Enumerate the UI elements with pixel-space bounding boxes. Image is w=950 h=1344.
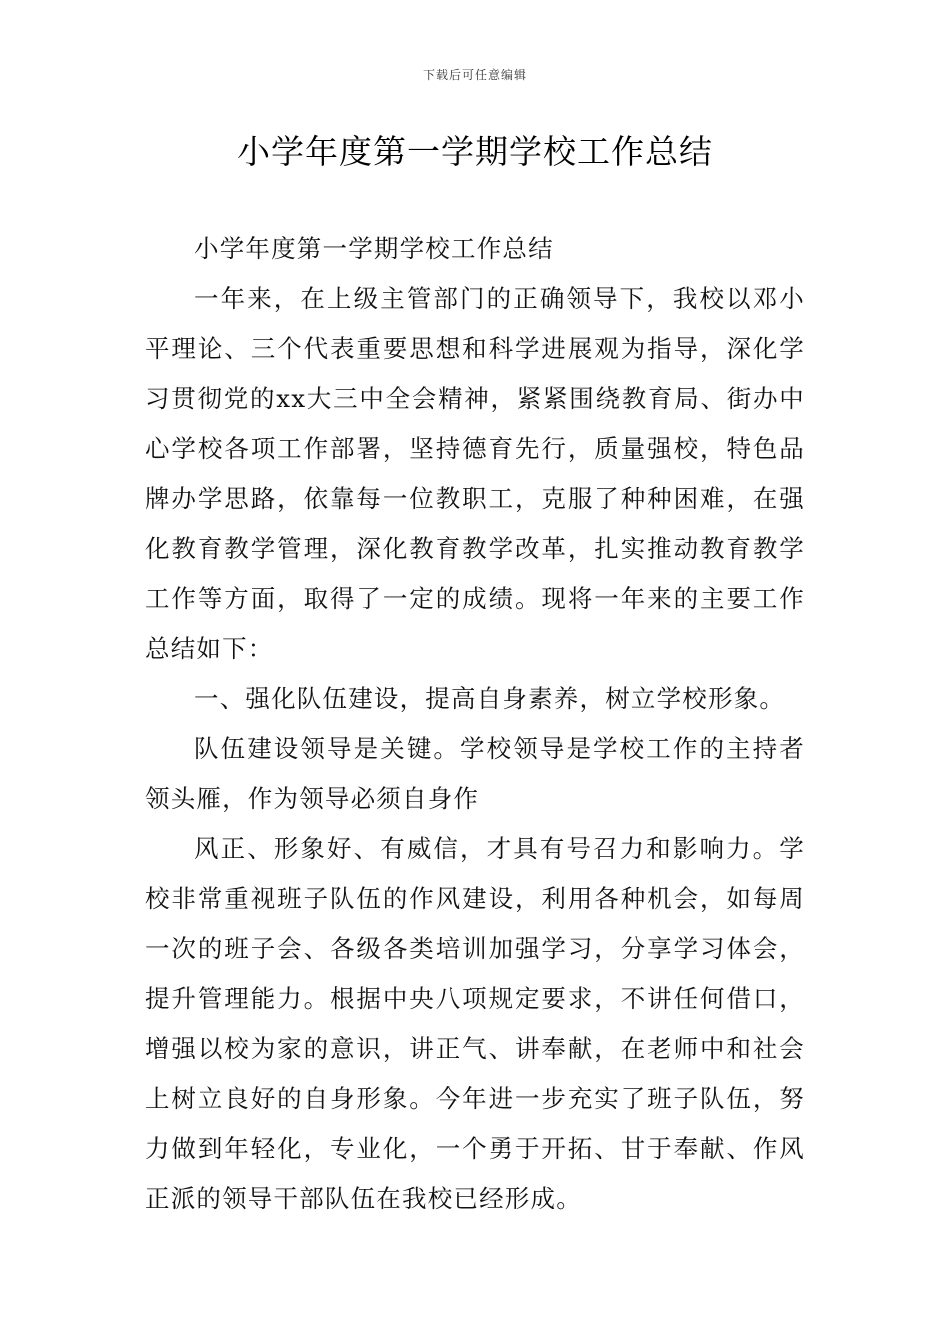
paragraph-section-heading: 一、强化队伍建设，提高自身素养，树立学校形象。 xyxy=(194,684,786,713)
paragraph-leadership: 队伍建设领导是关键。学校领导是学校工作的主持者领头雁，作为领导必须自身作 xyxy=(145,734,805,813)
header-note: 下载后可任意编辑 xyxy=(422,68,527,82)
paragraph-intro: 一年来，在上级主管部门的正确领导下，我校以邓小平理论、三个代表重要思想和科学进展观为指导，深化学习贯彻党的xx大三中全会精神，紧紧围绕教育局、街办中心学校各项工作部署，坚持德育先行，质量强校，特色品牌办学思路，依靠每一位教职工，克服了种种困难，在强化教育教学管理，深化教育教学改革，扎实推动教育教学工作等方面，取得了一定的成绩。现将一年来的主要工作总结如下： xyxy=(145,284,805,663)
paragraph-subtitle: 小学年度第一学期学校工作总结 xyxy=(194,234,554,263)
paragraph-team-building: 风正、形象好、有威信，才具有号召力和影响力。学校非常重视班子队伍的作风建设，利用各种机会，如每周一次的班子会、各级各类培训加强学习，分享学习体会，提升管理能力。根据中央八项规定要求，不讲任何借口，增强以校为家的意识，讲正气、讲奉献，在老师中和社会上树立良好的自身形象。今年进一步充实了班子队伍，努力做到年轻化，专业化，一个勇于开拓、甘于奉献、作风正派的领导干部队伍在我校已经形成。 xyxy=(145,834,805,1213)
document-body xyxy=(145,224,805,1224)
document-title: 小学年度第一学期学校工作总结 xyxy=(237,132,713,171)
